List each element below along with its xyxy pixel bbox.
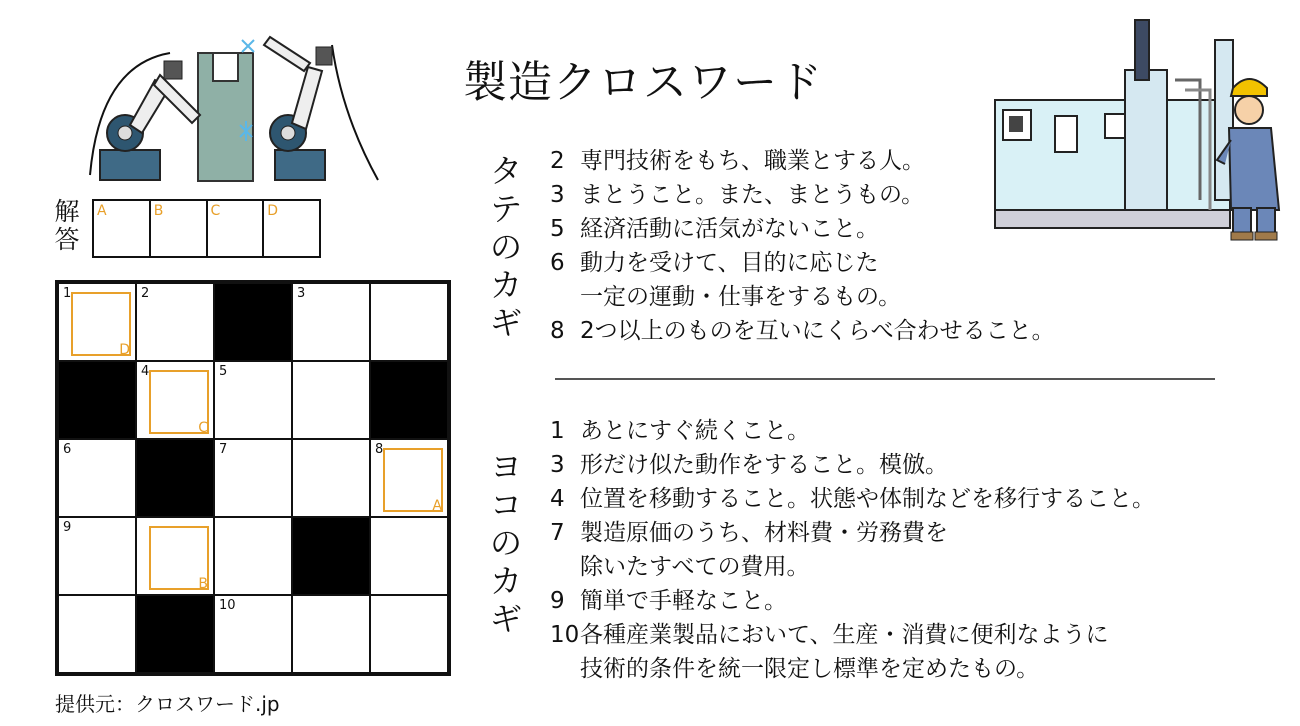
grid-cell-black [292, 517, 370, 595]
clue-row [550, 212, 1055, 246]
across-heading [486, 448, 526, 638]
grid-cell[interactable] [214, 595, 292, 673]
clue-text: 2つ以上のものを互いにくらべ合わせること。 [580, 318, 1055, 344]
clue-row [550, 414, 1155, 448]
answer-label [52, 198, 82, 254]
grid-cell[interactable] [58, 283, 136, 361]
grid-cell[interactable] [214, 517, 292, 595]
grid-cell[interactable] [292, 595, 370, 673]
clue-text: 製造原価のうち、材料費・労務費を [580, 520, 948, 546]
clue-number [550, 280, 580, 314]
clue-row [550, 314, 1055, 348]
across-clues-list [550, 414, 1155, 686]
cell-number: 1 [63, 286, 72, 301]
clue-text: 専門技術をもち、職業とする人。 [580, 148, 925, 174]
clue-row [550, 246, 1055, 280]
clue-row [550, 178, 1055, 212]
answer-letter: B [153, 203, 164, 219]
cell-number: 3 [297, 286, 306, 301]
divider [555, 378, 1215, 380]
grid-cell[interactable] [58, 439, 136, 517]
grid-cell[interactable] [370, 439, 448, 517]
grid-cell-black [136, 439, 214, 517]
heading-char: の [489, 228, 522, 266]
grid-cell-black [214, 283, 292, 361]
clue-number [550, 652, 580, 686]
heading-char: カ [489, 562, 522, 600]
clue-number: 10 [550, 622, 580, 648]
heading-char: カ [489, 266, 522, 304]
heading-char: タ [489, 152, 522, 190]
cell-number: 10 [219, 598, 236, 613]
clue-text: 動力を受けて、目的に応じた [580, 250, 879, 276]
clue-number: 4 [550, 486, 565, 512]
answer-cell-c[interactable] [208, 201, 265, 256]
answer-label-char: 解 [54, 197, 80, 226]
cell-number: 2 [141, 286, 150, 301]
clue-text: 技術的条件を統一限定し標準を定めたもの。 [580, 656, 1040, 682]
clue-text: 形だけ似た動作をすること。模倣。 [580, 452, 948, 478]
heading-char: テ [489, 190, 522, 228]
clue-text: 各種産業製品において、生産・消費に便利なように [580, 622, 1109, 648]
heading-char: の [489, 524, 522, 562]
grid-cell[interactable] [136, 361, 214, 439]
page-title: 製造クロスワード [463, 57, 823, 108]
down-heading [486, 152, 526, 342]
clue-row [550, 448, 1155, 482]
answer-mark-letter: C [198, 420, 208, 436]
clue-row [550, 280, 1055, 314]
clue-number: 3 [550, 452, 565, 478]
clue-number: 8 [550, 318, 565, 344]
heading-char: ギ [489, 304, 522, 342]
grid-cell[interactable] [214, 439, 292, 517]
clue-number: 9 [550, 588, 565, 614]
clue-number: 5 [550, 216, 565, 242]
answer-letter: C [210, 203, 221, 219]
answer-cell-a[interactable] [94, 201, 151, 256]
heading-char: ギ [489, 600, 522, 638]
clue-text: 一定の運動・仕事をするもの。 [580, 284, 902, 310]
clue-text: 簡単で手軽なこと。 [580, 588, 787, 614]
answer-letter: A [97, 203, 107, 219]
clue-number: 1 [550, 418, 565, 444]
grid-cell[interactable] [370, 517, 448, 595]
grid-cell[interactable] [292, 361, 370, 439]
grid-cell[interactable] [370, 595, 448, 673]
clue-text: 位置を移動すること。状態や体制などを移行すること。 [580, 486, 1155, 512]
cell-number: 4 [141, 364, 150, 379]
clue-number: 2 [550, 148, 565, 174]
grid-cell[interactable] [136, 517, 214, 595]
cell-number: 8 [375, 442, 384, 457]
answer-mark-letter: D [119, 342, 130, 358]
answer-label-char: 答 [54, 225, 80, 254]
grid-cell-black [58, 361, 136, 439]
clue-row [550, 144, 1055, 178]
clue-text: 経済活動に活気がないこと。 [580, 216, 879, 242]
clue-number [550, 550, 580, 584]
grid-cell-black [370, 361, 448, 439]
grid-cell[interactable] [58, 517, 136, 595]
grid-cell[interactable] [292, 439, 370, 517]
answer-mark-letter: B [198, 576, 208, 592]
clue-number: 6 [550, 250, 565, 276]
cell-number: 7 [219, 442, 228, 457]
cell-number: 6 [63, 442, 72, 457]
clue-row [550, 516, 1155, 550]
answer-box [92, 199, 321, 258]
grid-cell-black [136, 595, 214, 673]
clue-text: まとうこと。また、まとうもの。 [580, 182, 925, 208]
cell-number: 9 [63, 520, 72, 535]
clue-row [550, 482, 1155, 516]
clue-row [550, 584, 1155, 618]
answer-cell-d[interactable] [264, 201, 319, 256]
grid-cell[interactable] [136, 283, 214, 361]
grid-cell[interactable] [58, 595, 136, 673]
grid-cell[interactable] [370, 283, 448, 361]
answer-cell-b[interactable] [151, 201, 208, 256]
clue-row [550, 550, 1155, 584]
cell-number: 5 [219, 364, 228, 379]
clue-text: 除いたすべての費用。 [580, 554, 810, 580]
clue-number: 3 [550, 182, 565, 208]
answer-mark-letter: A [432, 498, 442, 514]
grid-cell[interactable] [214, 361, 292, 439]
down-clues-list [550, 144, 1055, 348]
heading-char: ヨ [489, 448, 522, 486]
welding-robots-illustration [80, 5, 380, 185]
clue-number: 7 [550, 520, 565, 546]
clue-row [550, 618, 1155, 652]
clue-text: あとにすぐ続くこと。 [580, 418, 810, 444]
credit-text: 提供元：クロスワード.jp [55, 692, 280, 716]
clue-row [550, 652, 1155, 686]
grid-cell[interactable] [292, 283, 370, 361]
heading-char: コ [489, 486, 522, 524]
answer-letter: D [267, 203, 279, 219]
crossword-grid [55, 280, 451, 676]
